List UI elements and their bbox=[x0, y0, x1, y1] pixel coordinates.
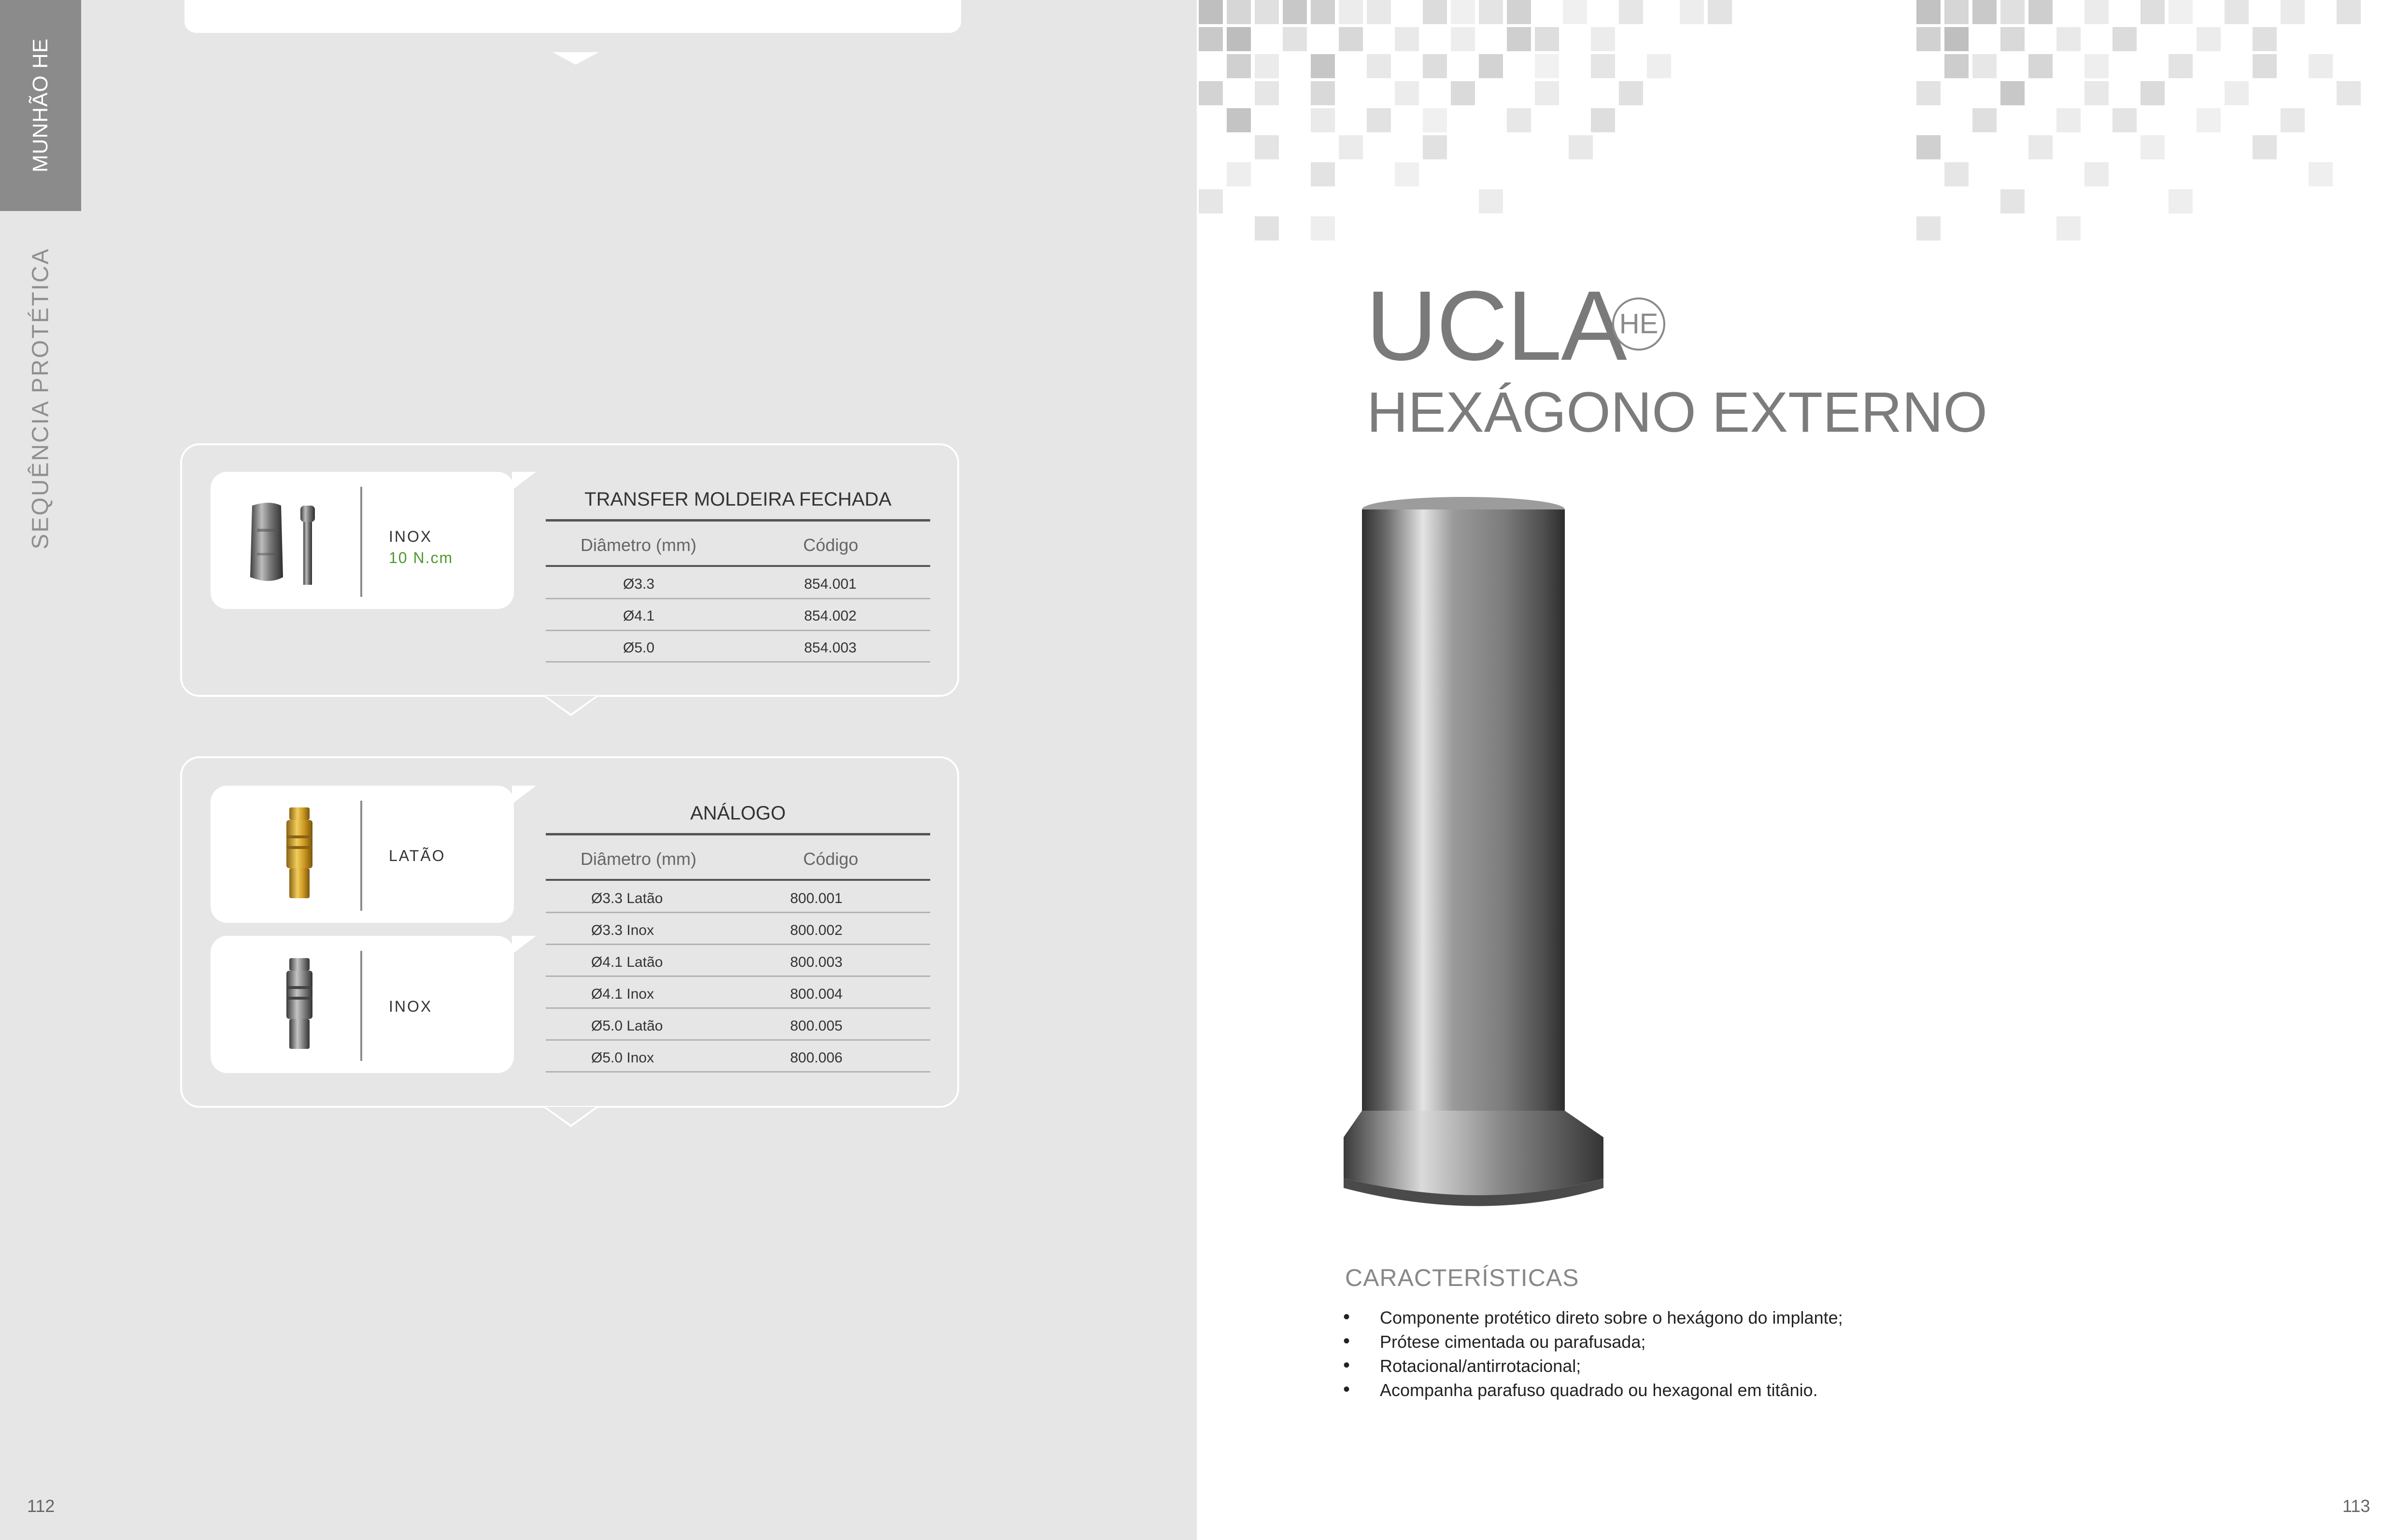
table-row-divider bbox=[546, 598, 930, 599]
feature-item: Componente protético direto sobre o hexágono do implante; bbox=[1380, 1308, 1843, 1328]
top-callout-arrow bbox=[553, 52, 599, 65]
transfer-material: INOX bbox=[389, 528, 433, 545]
table-row-divider bbox=[546, 944, 930, 945]
table-cell-code: 800.002 bbox=[790, 922, 843, 938]
table-cell-code: 854.002 bbox=[804, 608, 857, 624]
column-header-diameter: Diâmetro (mm) bbox=[581, 849, 696, 869]
side-tab bbox=[0, 0, 81, 211]
transfer-part-image bbox=[246, 500, 319, 592]
analog-material-brass: LATÃO bbox=[389, 847, 446, 864]
table-rule bbox=[546, 833, 930, 835]
table-cell-diameter: Ø5.0 Inox bbox=[591, 1050, 654, 1066]
transfer-card-divider bbox=[360, 487, 362, 597]
ucla-abutment-image bbox=[1343, 488, 1681, 1260]
top-callout-bubble bbox=[184, 0, 961, 33]
table-cell-diameter: Ø5.0 bbox=[623, 640, 655, 656]
page-number-right: 113 bbox=[2342, 1496, 2370, 1516]
table-cell-code: 800.005 bbox=[790, 1018, 843, 1034]
table-row-divider bbox=[546, 912, 930, 913]
analog-card-inox bbox=[211, 936, 514, 1073]
bullet: • bbox=[1343, 1330, 1350, 1352]
table-row-divider bbox=[546, 661, 930, 663]
table-rule bbox=[546, 519, 930, 522]
table-cell-diameter: Ø3.3 bbox=[623, 576, 655, 592]
product-subtitle: HEXÁGONO EXTERNO bbox=[1367, 381, 1988, 444]
mosaic-pattern bbox=[1197, 0, 2396, 270]
table-row-divider bbox=[546, 630, 930, 631]
table-cell-diameter: Ø4.1 Inox bbox=[591, 986, 654, 1002]
table-cell-code: 800.001 bbox=[790, 890, 843, 906]
features-title: CARACTERÍSTICAS bbox=[1345, 1264, 1579, 1291]
analog-inox-image bbox=[283, 956, 316, 1053]
table-cell-code: 800.003 bbox=[790, 954, 843, 970]
transfer-table-title: TRANSFER MOLDEIRA FECHADA bbox=[584, 489, 892, 510]
section-label: SEQUÊNCIA PROTÉTICA bbox=[28, 247, 54, 550]
table-cell-diameter: Ø5.0 Latão bbox=[591, 1018, 663, 1034]
bullet: • bbox=[1343, 1355, 1350, 1376]
table-row-divider bbox=[546, 1039, 930, 1041]
column-header-code: Código bbox=[803, 849, 859, 869]
table-cell-code: 800.006 bbox=[790, 1050, 843, 1066]
table-cell-diameter: Ø4.1 Latão bbox=[591, 954, 663, 970]
product-title: UCLA bbox=[1366, 270, 1626, 381]
feature-item: Rotacional/antirrotacional; bbox=[1380, 1356, 1581, 1376]
table-cell-diameter: Ø3.3 Latão bbox=[591, 890, 663, 906]
transfer-torque: 10 N.cm bbox=[389, 549, 454, 566]
table-cell-code: 854.001 bbox=[804, 576, 857, 592]
analog-table-title: ANÁLOGO bbox=[690, 803, 786, 824]
table-row-divider bbox=[546, 975, 930, 977]
bullet: • bbox=[1343, 1379, 1350, 1400]
page-number-left: 112 bbox=[27, 1496, 55, 1516]
analog-card-divider bbox=[360, 801, 362, 911]
table-row-divider bbox=[546, 1071, 930, 1073]
table-cell-code: 800.004 bbox=[790, 986, 843, 1002]
table-cell-code: 854.003 bbox=[804, 640, 857, 656]
table-cell-diameter: Ø4.1 bbox=[623, 608, 655, 624]
he-badge-text: HE bbox=[1619, 308, 1659, 339]
feature-item: Acompanha parafuso quadrado ou hexagonal em titânio. bbox=[1380, 1380, 1818, 1400]
analog-card-divider bbox=[360, 951, 362, 1061]
bullet: • bbox=[1343, 1306, 1350, 1328]
table-rule bbox=[546, 565, 930, 567]
column-header-code: Código bbox=[803, 535, 859, 555]
analog-card-brass bbox=[211, 786, 514, 923]
table-row-divider bbox=[546, 1007, 930, 1009]
side-tab-label: MUNHÃO HE bbox=[28, 38, 52, 172]
table-rule bbox=[546, 879, 930, 881]
feature-item: Prótese cimentada ou parafusada; bbox=[1380, 1332, 1646, 1352]
column-header-diameter: Diâmetro (mm) bbox=[581, 535, 696, 555]
analog-material-inox: INOX bbox=[389, 998, 433, 1015]
analog-brass-image bbox=[283, 805, 316, 902]
table-cell-diameter: Ø3.3 Inox bbox=[591, 922, 654, 938]
